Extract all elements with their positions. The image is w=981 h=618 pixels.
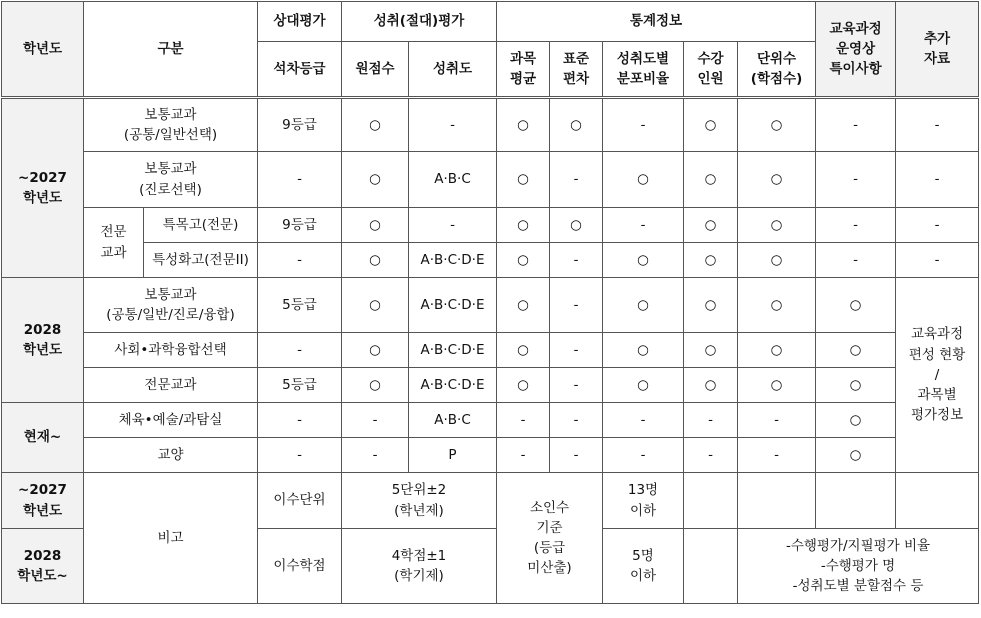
cell: 9등급: [258, 98, 342, 152]
cell: ○: [816, 403, 896, 438]
cell: ○: [684, 208, 738, 243]
cell: ○: [684, 368, 738, 403]
cell: ○: [816, 368, 896, 403]
cell: ○: [497, 368, 550, 403]
header-absolute: 성취(절대)평가: [342, 2, 497, 42]
header-raw: 원점수: [342, 42, 409, 98]
cell: ○: [603, 152, 684, 208]
cell: -: [816, 152, 896, 208]
table-row: [2, 403, 979, 438]
cell: -: [550, 333, 603, 368]
cell: ○: [738, 243, 816, 278]
header-category: 구분: [84, 2, 258, 98]
cell: -: [816, 208, 896, 243]
cell: -: [497, 403, 550, 438]
header-relative: 상대평가: [258, 2, 342, 42]
note-unit-2028: 이수학점: [258, 529, 342, 604]
cell: ○: [342, 243, 409, 278]
cell: ○: [738, 333, 816, 368]
cell: -: [684, 403, 738, 438]
empty-cell: [816, 473, 896, 529]
cell: ○: [684, 278, 738, 333]
cell: ○: [816, 278, 896, 333]
cell: -: [816, 98, 896, 152]
row-label: 체육•예술/과탐실: [84, 403, 258, 438]
cell: ○: [497, 208, 550, 243]
cell: -: [603, 98, 684, 152]
cell: ○: [738, 208, 816, 243]
row-label: 특목고(전문): [144, 208, 258, 243]
cell: ○: [342, 333, 409, 368]
cell: ○: [497, 333, 550, 368]
cell: -: [550, 403, 603, 438]
cell: ○: [342, 368, 409, 403]
table-row: [2, 243, 979, 278]
cell: 5등급: [258, 368, 342, 403]
cell: -: [896, 98, 979, 152]
cell: -: [342, 438, 409, 473]
header-curriculum: 교육과정 운영상 특이사항: [816, 2, 896, 98]
table-row: [2, 368, 979, 403]
note-label: 비고: [84, 473, 258, 604]
cell: ○: [342, 152, 409, 208]
extra-materials-note: 교육과정 편성 현황 / 과목별 평가정보: [896, 278, 979, 473]
cell: -: [896, 208, 979, 243]
note-count-2027: 13명 이하: [603, 473, 684, 529]
cell: -: [409, 98, 497, 152]
cell: ○: [603, 333, 684, 368]
table-row: [2, 438, 979, 473]
cell: A·B·C·D·E: [409, 333, 497, 368]
cell: -: [896, 152, 979, 208]
cell: 5등급: [258, 278, 342, 333]
cell: -: [550, 152, 603, 208]
cell: ○: [550, 208, 603, 243]
cell: ○: [738, 152, 816, 208]
year-label: 2028 학년도~: [2, 529, 84, 604]
table-row: [2, 152, 979, 208]
header-dist: 성취도별 분포비율: [603, 42, 684, 98]
cell: ○: [738, 98, 816, 152]
cell: ○: [603, 243, 684, 278]
cell: ○: [497, 98, 550, 152]
cell: -: [550, 368, 603, 403]
cell: ○: [497, 278, 550, 333]
cell: A·B·C·D·E: [409, 368, 497, 403]
table-row: [2, 278, 979, 333]
note-remarks-2028: -수행평가/지필평가 비율 -수행평가 명 -성취도별 분할점수 등: [738, 529, 979, 604]
row-label: 교양: [84, 438, 258, 473]
header-sd: 표준 편차: [550, 42, 603, 98]
header-students: 수강 인원: [684, 42, 738, 98]
header-rank: 석차등급: [258, 42, 342, 98]
cell: -: [258, 333, 342, 368]
note-count-2028: 5명 이하: [603, 529, 684, 604]
cell: ○: [816, 333, 896, 368]
cell: -: [258, 403, 342, 438]
cell: ○: [603, 368, 684, 403]
note-small-class: 소인수 기준 (등급 미산출): [497, 473, 603, 604]
cell: -: [816, 243, 896, 278]
cell: -: [550, 278, 603, 333]
table-row: [2, 473, 979, 529]
table-row: [2, 333, 979, 368]
cell: -: [738, 403, 816, 438]
row-label: 보통교과 (진로선택): [84, 152, 258, 208]
note-unit-2027: 이수단위: [258, 473, 342, 529]
cell: -: [258, 152, 342, 208]
cell: -: [603, 438, 684, 473]
cell: -: [258, 243, 342, 278]
row-label: 보통교과 (공통/일반/진로/융합): [84, 278, 258, 333]
cell: -: [342, 403, 409, 438]
header-stats: 통계정보: [497, 2, 816, 42]
cell: -: [603, 208, 684, 243]
cell: A·B·C: [409, 152, 497, 208]
year-label: ~2027 학년도: [2, 473, 84, 529]
cell: -: [550, 438, 603, 473]
row-label: 특성화고(전문II): [144, 243, 258, 278]
cell: ○: [603, 278, 684, 333]
header-extra: 추가 자료: [896, 2, 979, 98]
table-row: [2, 208, 979, 243]
cell: ○: [738, 278, 816, 333]
row-label: 전문교과: [84, 368, 258, 403]
major-group-label: 전문 교과: [84, 208, 144, 278]
header-year: 학년도: [2, 2, 84, 98]
cell: ○: [342, 278, 409, 333]
cell: 9등급: [258, 208, 342, 243]
cell: ○: [816, 438, 896, 473]
cell: -: [497, 438, 550, 473]
assessment-table: [1, 1, 979, 604]
header-credits: 단위수 (학점수): [738, 42, 816, 98]
cell: -: [896, 243, 979, 278]
cell: A·B·C·D·E: [409, 278, 497, 333]
empty-cell: [738, 473, 816, 529]
cell: ○: [342, 208, 409, 243]
note-range-2027: 5단위±2 (학년제): [342, 473, 497, 529]
cell: -: [738, 438, 816, 473]
empty-cell: [684, 473, 738, 529]
header-achievement: 성취도: [409, 42, 497, 98]
cell: ○: [738, 368, 816, 403]
cell: ○: [684, 333, 738, 368]
header-mean: 과목 평균: [497, 42, 550, 98]
cell: ○: [684, 243, 738, 278]
year-label: 2028 학년도: [2, 278, 84, 403]
cell: A·B·C: [409, 403, 497, 438]
note-range-2028: 4학점±1 (학기제): [342, 529, 497, 604]
cell: A·B·C·D·E: [409, 243, 497, 278]
row-label: 보통교과 (공통/일반선택): [84, 98, 258, 152]
cell: -: [603, 403, 684, 438]
year-label: ~2027 학년도: [2, 98, 84, 278]
empty-cell: [684, 529, 738, 604]
cell: -: [684, 438, 738, 473]
empty-cell: [896, 473, 979, 529]
cell: ○: [684, 152, 738, 208]
cell: -: [550, 243, 603, 278]
year-label: 현재~: [2, 403, 84, 473]
cell: ○: [342, 98, 409, 152]
cell: -: [258, 438, 342, 473]
row-label: 사회•과학융합선택: [84, 333, 258, 368]
cell: P: [409, 438, 497, 473]
cell: ○: [497, 152, 550, 208]
cell: ○: [684, 98, 738, 152]
table-row: [2, 98, 979, 152]
cell: -: [409, 208, 497, 243]
cell: ○: [550, 98, 603, 152]
cell: ○: [497, 243, 550, 278]
